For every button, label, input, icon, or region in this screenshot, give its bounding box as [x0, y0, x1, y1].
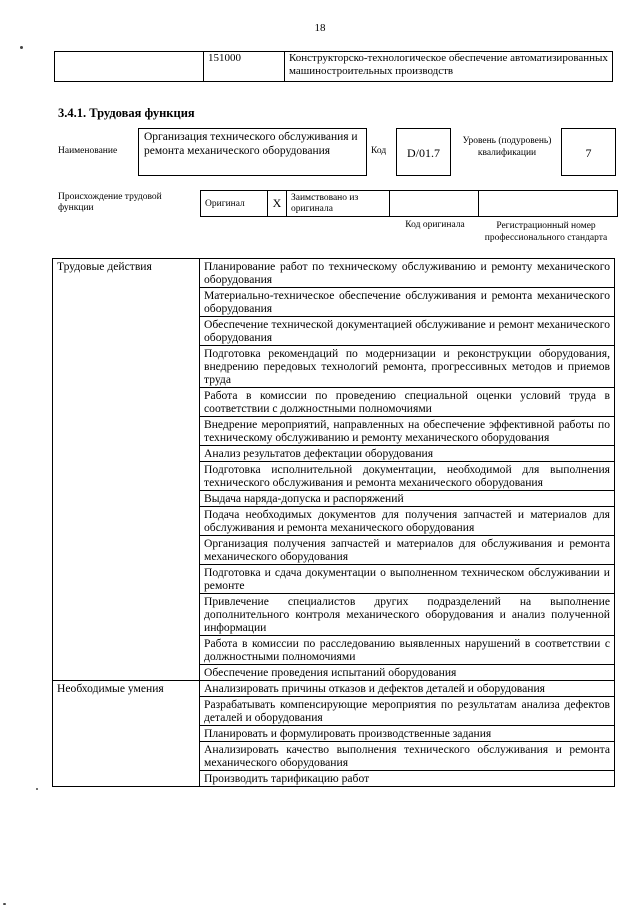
name-value: Организация технического обслуживания и ремонта механического оборудования	[138, 128, 367, 176]
code-value: D/01.7	[396, 128, 451, 176]
section-title: 3.4.1. Трудовая функция	[58, 106, 195, 120]
labor-action-item: Подача необходимых документов для получения запчастей и материалов для обслуживания и ремонта механического оборудования	[200, 507, 615, 536]
labor-action-item: Подготовка исполнительной документации, необходимой для выполнения технического обслуживания и ремонта механического оборудования	[200, 462, 615, 491]
required-skill-label: Необходимые умения	[53, 681, 200, 787]
labor-action-item: Подготовка и сдача документации о выполненном техническом обслуживании и ремонте	[200, 565, 615, 594]
labor-action-item: Работа в комиссии по расследованию выявленных нарушений в соответствии с должностными полномочиями	[200, 636, 615, 665]
labor-action-row	[53, 259, 615, 288]
labor-action-item: Организация получения запчастей и материалов для обслуживания и ремонта механического оборудования	[200, 536, 615, 565]
labor-action-label: Трудовые действия	[53, 259, 200, 681]
borrowed-label: Заимствовано из оригинала	[287, 191, 390, 217]
labor-action-item: Выдача наряда-допуска и распоряжений	[200, 491, 615, 507]
page-number: 18	[314, 22, 326, 34]
required-skill-item: Анализировать качество выполнения технического обслуживания и ремонта механического оборудования	[200, 742, 615, 771]
level-label: Уровень (подуровень) квалификации	[462, 136, 552, 158]
functions-table	[52, 258, 615, 787]
code-original-cell	[390, 191, 479, 217]
labor-action-item: Анализ результатов дефектации оборудования	[200, 446, 615, 462]
reg-number-cell	[479, 191, 618, 217]
original-mark: X	[268, 191, 287, 217]
reg-number-label: Регистрационный номер профессионального стандарта	[484, 221, 608, 243]
origin-label: Происхождение трудовой функции	[58, 192, 162, 213]
required-skill-item: Анализировать причины отказов и дефектов деталей и оборудования	[200, 681, 615, 697]
scan-dot	[36, 788, 38, 790]
labor-action-item: Работа в комиссии по проведению специальной оценки условий труда в соответствии с должностными полномочиями	[200, 388, 615, 417]
labor-action-item: Привлечение специалистов других подразделений на выполнение дополнительного контроля механического оборудования и анализ полученной информации	[200, 594, 615, 636]
scan-dot	[20, 46, 23, 49]
required-skill-item: Планировать и формулировать производственные задания	[200, 726, 615, 742]
labor-action-item: Планирование работ по техническому обслуживанию и ремонту механического оборудования	[200, 259, 615, 288]
level-value: 7	[561, 128, 616, 176]
top-table-description: Конструкторско-технологическое обеспечение автоматизированных машиностроительных производств	[285, 52, 613, 82]
top-table	[54, 51, 613, 82]
labor-action-item: Подготовка рекомендаций по модернизации и реконструкции оборудования, внедрению передовых технологий ремонта, прогрессивных методов и приемов труда	[200, 346, 615, 388]
labor-action-item: Внедрение мероприятий, направленных на обеспечение эффективной работы по техническому обслуживанию и ремонту механического оборудования	[200, 417, 615, 446]
original-label: Оригинал	[201, 191, 268, 217]
labor-action-item: Обеспечение технической документацией обслуживание и ремонт механического оборудования	[200, 317, 615, 346]
labor-action-item: Материально-техническое обеспечение обслуживания и ремонта механического оборудования	[200, 288, 615, 317]
required-skill-item: Производить тарификацию работ	[200, 771, 615, 787]
code-label: Код	[371, 146, 387, 156]
code-original-label: Код оригинала	[405, 220, 465, 230]
origin-table	[200, 190, 618, 217]
name-label: Наименование	[58, 146, 118, 156]
required-skill-row	[53, 681, 615, 697]
top-table-empty-cell	[55, 52, 204, 82]
top-table-code: 151000	[204, 52, 285, 82]
labor-action-item: Обеспечение проведения испытаний оборудования	[200, 665, 615, 681]
required-skill-item: Разрабатывать компенсирующие мероприятия по результатам анализа дефектов деталей и оборудования	[200, 697, 615, 726]
